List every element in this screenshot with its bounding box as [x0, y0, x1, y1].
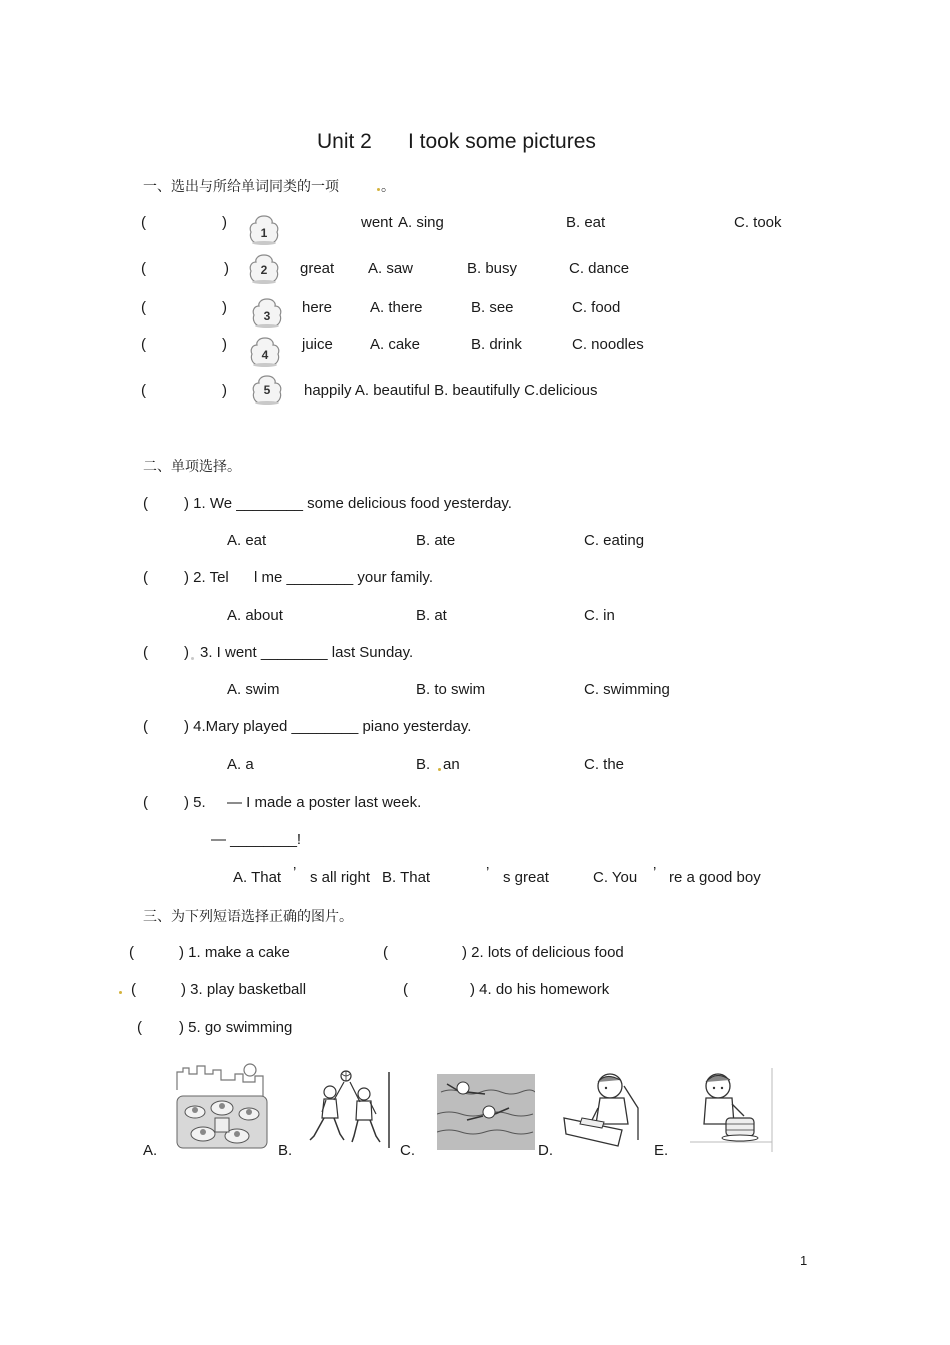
- option-c: C. eating: [584, 532, 645, 549]
- section1-heading-end: 。: [381, 178, 395, 194]
- homework-picture: [562, 1068, 648, 1152]
- item-word: here: [302, 299, 333, 316]
- option-a: A. eat: [227, 532, 267, 549]
- flower-number: 5: [263, 383, 271, 397]
- option-c: C. food: [572, 299, 621, 316]
- answer-paren-open: (: [143, 569, 148, 586]
- option-b: B. see: [471, 299, 514, 316]
- flower-number-icon: [247, 214, 281, 246]
- answer-paren-open: (: [141, 336, 146, 353]
- question-stem: ) 4.Mary played ________ piano yesterday.: [184, 718, 472, 735]
- option-b-rest: s great: [503, 869, 549, 886]
- answer-paren-open: (: [143, 644, 148, 661]
- option-b: B. to swim: [416, 681, 486, 698]
- apostrophe: ’: [293, 864, 297, 881]
- answer-paren-open: (: [143, 495, 148, 512]
- option-c: C. dance: [569, 260, 630, 277]
- flower-number: 4: [261, 348, 269, 362]
- option-c-rest: re a good boy: [669, 869, 761, 886]
- section2-heading: 二、单项选择。: [143, 458, 241, 474]
- option-c: C. You: [593, 869, 638, 886]
- answer-paren-close: ): [222, 336, 227, 353]
- flower-number: 1: [260, 226, 268, 240]
- phrase-item: ) 4. do his homework: [470, 981, 610, 998]
- answer-paren-open: (: [383, 944, 388, 961]
- option-b-prefix: B.: [416, 756, 431, 773]
- phrase-item: ) 5. go swimming: [179, 1019, 293, 1036]
- answer-paren-open: (: [403, 981, 408, 998]
- phrase-item: ) 3. play basketball: [181, 981, 307, 998]
- answer-paren-open: (: [143, 794, 148, 811]
- option-a: A. That: [233, 869, 282, 886]
- answer-paren-open: (: [143, 718, 148, 735]
- answer-paren-open: (: [137, 1019, 142, 1036]
- stray-dot: [119, 991, 122, 994]
- answer-paren-open: (: [141, 260, 146, 277]
- flower-number-icon: [247, 253, 281, 285]
- question-stem-part1: ) 2. Tel: [184, 569, 229, 586]
- cake-picture: [688, 1066, 774, 1154]
- phrase-item: ) 2. lots of delicious food: [462, 944, 624, 961]
- page-number: 1: [800, 1253, 808, 1268]
- option-a: A. there: [370, 299, 423, 316]
- option-b: B. eat: [566, 214, 606, 231]
- flower-number-icon: [248, 336, 282, 368]
- apostrophe: ’: [653, 864, 657, 881]
- option-a: A. a: [227, 756, 254, 773]
- item-line: happily A. beautiful B. beautifully C.delicious: [304, 382, 598, 399]
- stray-dot: [377, 188, 380, 191]
- question-stem: — I made a poster last week.: [227, 794, 422, 811]
- unit-label: Unit 2: [317, 130, 372, 153]
- answer-paren-close: ): [224, 260, 229, 277]
- phrase-item: ) 1. make a cake: [179, 944, 290, 961]
- option-b: B. That: [382, 869, 431, 886]
- picture-label-c: C.: [400, 1142, 415, 1159]
- picture-label-d: D.: [538, 1142, 553, 1159]
- food-table-picture: [175, 1060, 270, 1152]
- section1-heading: 一、选出与所给单词同类的一项: [143, 178, 339, 194]
- reply-blank: — ________!: [211, 831, 302, 848]
- page-title: I took some pictures: [408, 130, 596, 153]
- question-stem-part2: l me ________ your family.: [254, 569, 433, 586]
- picture-label-b: B.: [278, 1142, 293, 1159]
- question-stem: 3. I went ________ last Sunday.: [200, 644, 414, 661]
- flower-number: 2: [260, 263, 268, 277]
- option-b: B. drink: [471, 336, 522, 353]
- basketball-picture: [300, 1070, 392, 1150]
- flower-number: 3: [263, 309, 271, 323]
- option-c: C. took: [734, 214, 782, 231]
- answer-paren-open: (: [141, 299, 146, 316]
- option-a: A. swim: [227, 681, 280, 698]
- stray-dot: [438, 768, 441, 771]
- option-c: C. swimming: [584, 681, 670, 698]
- flower-number-icon: [250, 297, 284, 329]
- answer-paren-close: ): [222, 299, 227, 316]
- option-a: A. sing: [398, 214, 444, 231]
- answer-paren-close: ): [222, 382, 227, 399]
- option-c: C. noodles: [572, 336, 644, 353]
- option-a: A. about: [227, 607, 283, 624]
- item-word: went: [361, 214, 393, 231]
- answer-paren-close: ): [184, 644, 189, 661]
- answer-paren-close: ): [222, 214, 227, 231]
- stray-dot: [191, 657, 194, 660]
- option-b: B. busy: [467, 260, 518, 277]
- option-a: A. cake: [370, 336, 421, 353]
- answer-paren-open: (: [141, 214, 146, 231]
- section3-heading: 三、为下列短语选择正确的图片。: [143, 908, 353, 924]
- option-c: C. the: [584, 756, 625, 773]
- item-word: great: [300, 260, 335, 277]
- option-a-rest: s all right: [310, 869, 371, 886]
- picture-label-a: A.: [143, 1142, 158, 1159]
- answer-paren-open: (: [131, 981, 136, 998]
- answer-paren-open: (: [141, 382, 146, 399]
- item-word: juice: [302, 336, 333, 353]
- option-c: C. in: [584, 607, 615, 624]
- answer-paren-open: (: [129, 944, 134, 961]
- option-b: an: [443, 756, 460, 773]
- swimming-picture: [437, 1074, 535, 1150]
- option-b: B. ate: [416, 532, 456, 549]
- flower-number-icon: [250, 374, 284, 406]
- option-b: B. at: [416, 607, 447, 624]
- question-number: ) 5.: [184, 794, 206, 811]
- apostrophe: ’: [486, 864, 490, 881]
- picture-label-e: E.: [654, 1142, 669, 1159]
- option-a: A. saw: [368, 260, 414, 277]
- question-stem: ) 1. We ________ some delicious food yesterday.: [184, 495, 512, 512]
